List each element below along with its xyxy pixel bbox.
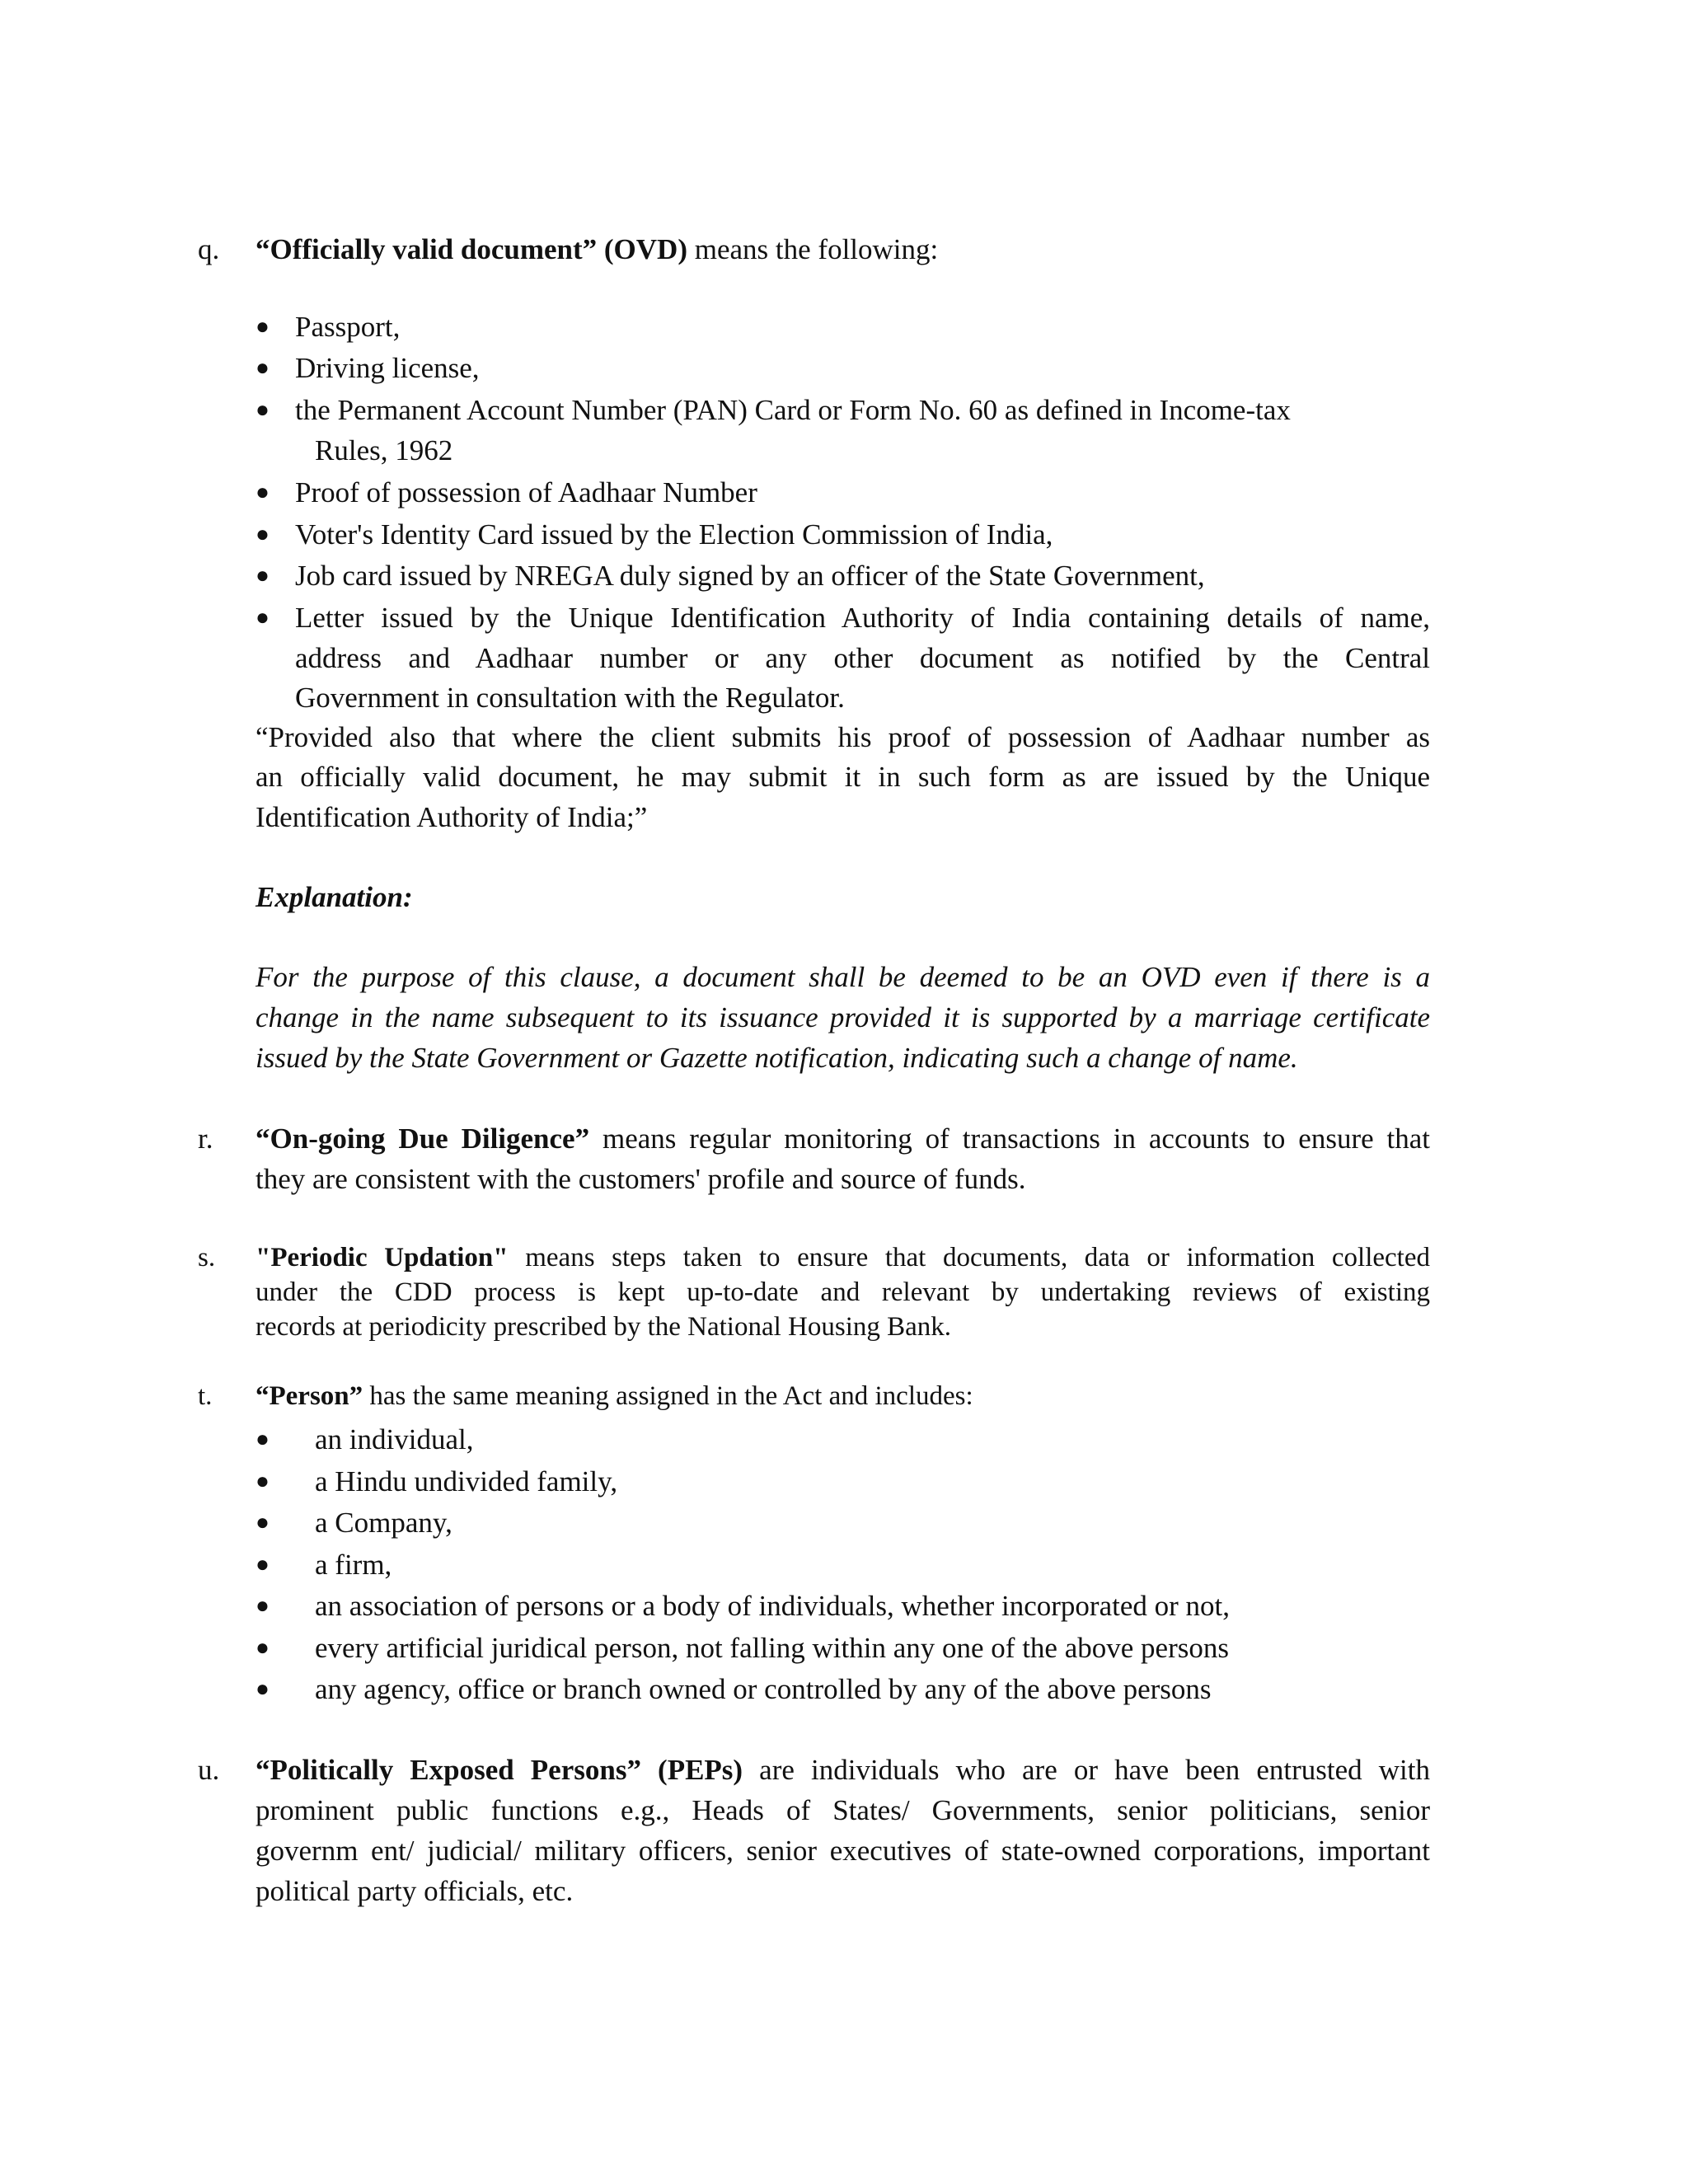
person-item: every artificial juridical person, not falling within any one of the above persons — [315, 1632, 1229, 1664]
bullet-icon: ● — [256, 1510, 270, 1535]
person-item: a firm, — [315, 1549, 392, 1581]
proviso-line: “Provided also that where the client submits his proof of possession of Aadhaar number as — [256, 721, 1430, 753]
ovd-item: Voter's Identity Card issued by the Election Commission of India, — [295, 518, 1053, 551]
ovd-item: the Permanent Account Number (PAN) Card or Form No. 60 as defined in Income-tax — [295, 394, 1291, 426]
bullet-icon: ● — [256, 1427, 270, 1452]
clause-s-line: records at periodicity prescribed by the National Housing Bank. — [256, 1312, 952, 1342]
person-item: an individual, — [315, 1423, 474, 1455]
proviso-line: Identification Authority of India;” — [256, 801, 648, 833]
ovd-item-continuation: Rules, 1962 — [315, 434, 453, 466]
ovd-item: Job card issued by NREGA duly signed by an officer of the State Government, — [295, 560, 1205, 592]
clause-r-marker: r. — [198, 1122, 213, 1155]
clause-s-marker: s. — [198, 1243, 216, 1272]
clause-q-marker: q. — [198, 233, 220, 265]
ovd-item: Letter issued by the Unique Identification Authority of India containing details of name, — [295, 602, 1430, 634]
clause-r-text: means regular monitoring of transactions in accounts to ensure that — [589, 1122, 1431, 1155]
clause-q-rest: means the following: — [687, 233, 939, 265]
bullet-icon: ● — [256, 1593, 270, 1619]
proviso-line: an officially valid document, he may submit it in such form as are issued by the Unique — [256, 761, 1430, 793]
clause-u-line — [256, 1754, 1430, 1787]
bullet-icon: ● — [256, 1552, 270, 1577]
explanation-line: For the purpose of this clause, a document shall be deemed to be an OVD even if there is a — [256, 961, 1430, 993]
bullet-icon: ● — [256, 480, 270, 505]
clause-u-line: governm ent/ judicial/ military officers, senior executives of state-owned corporations, important — [256, 1835, 1430, 1867]
bullet-icon: ● — [256, 1676, 270, 1702]
clause-u-marker: u. — [198, 1754, 220, 1786]
clause-r-line — [256, 1122, 1430, 1155]
person-item: a Hindu undivided family, — [315, 1465, 618, 1497]
clause-s-line — [256, 1243, 1430, 1274]
clause-u-line: prominent public functions e.g., Heads of States/ Governments, senior politicians, senior — [256, 1794, 1430, 1826]
bullet-icon: ● — [256, 1635, 270, 1661]
person-item: a Company, — [315, 1507, 452, 1539]
clause-r-term: “On-going Due Diligence” — [256, 1122, 590, 1155]
clause-t-term: “Person” — [256, 1381, 363, 1411]
clause-t-rest: has the same meaning assigned in the Act and includes: — [363, 1381, 973, 1411]
ovd-item-continuation: address and Aadhaar number or any other document as notified by the Central — [295, 642, 1430, 674]
explanation-line: issued by the State Government or Gazette notification, indicating such a change of name. — [256, 1042, 1298, 1074]
ovd-item: Driving license, — [295, 352, 480, 384]
explanation-line: change in the name subsequent to its issuance provided it is supported by a marriage certificate — [256, 1001, 1430, 1033]
explanation-heading: Explanation: — [256, 881, 413, 913]
clause-t-heading — [256, 1381, 973, 1413]
clause-s-term: "Periodic Updation" — [256, 1243, 509, 1272]
clause-u-term: “Politically Exposed Persons” (PEPs) — [256, 1754, 743, 1786]
clause-q-term: “Officially valid document” (OVD) — [256, 233, 687, 265]
bullet-icon: ● — [256, 522, 270, 547]
ovd-item-continuation: Government in consultation with the Regulator. — [295, 682, 845, 714]
clause-s-line: under the CDD process is kept up-to-date and relevant by undertaking reviews of existing — [256, 1277, 1430, 1307]
clause-q-heading — [256, 233, 938, 266]
bullet-icon: ● — [256, 397, 270, 423]
clause-u-line: political party officials, etc. — [256, 1875, 574, 1907]
clause-s-text: means steps taken to ensure that documents, data or information collected — [508, 1243, 1430, 1272]
person-item: any agency, office or branch owned or controlled by any of the above persons — [315, 1673, 1212, 1705]
ovd-item: Passport, — [295, 311, 401, 343]
ovd-item: Proof of possession of Aadhaar Number — [295, 476, 757, 509]
bullet-icon: ● — [256, 605, 270, 630]
person-item: an association of persons or a body of individuals, whether incorporated or not, — [315, 1590, 1231, 1622]
bullet-icon: ● — [256, 314, 270, 340]
bullet-icon: ● — [256, 355, 270, 381]
clause-r-line: they are consistent with the customers' profile and source of funds. — [256, 1163, 1026, 1195]
bullet-icon: ● — [256, 563, 270, 588]
bullet-icon: ● — [256, 1469, 270, 1494]
clause-u-text: are individuals who are or have been entrusted with — [743, 1754, 1431, 1786]
clause-t-marker: t. — [198, 1381, 213, 1411]
